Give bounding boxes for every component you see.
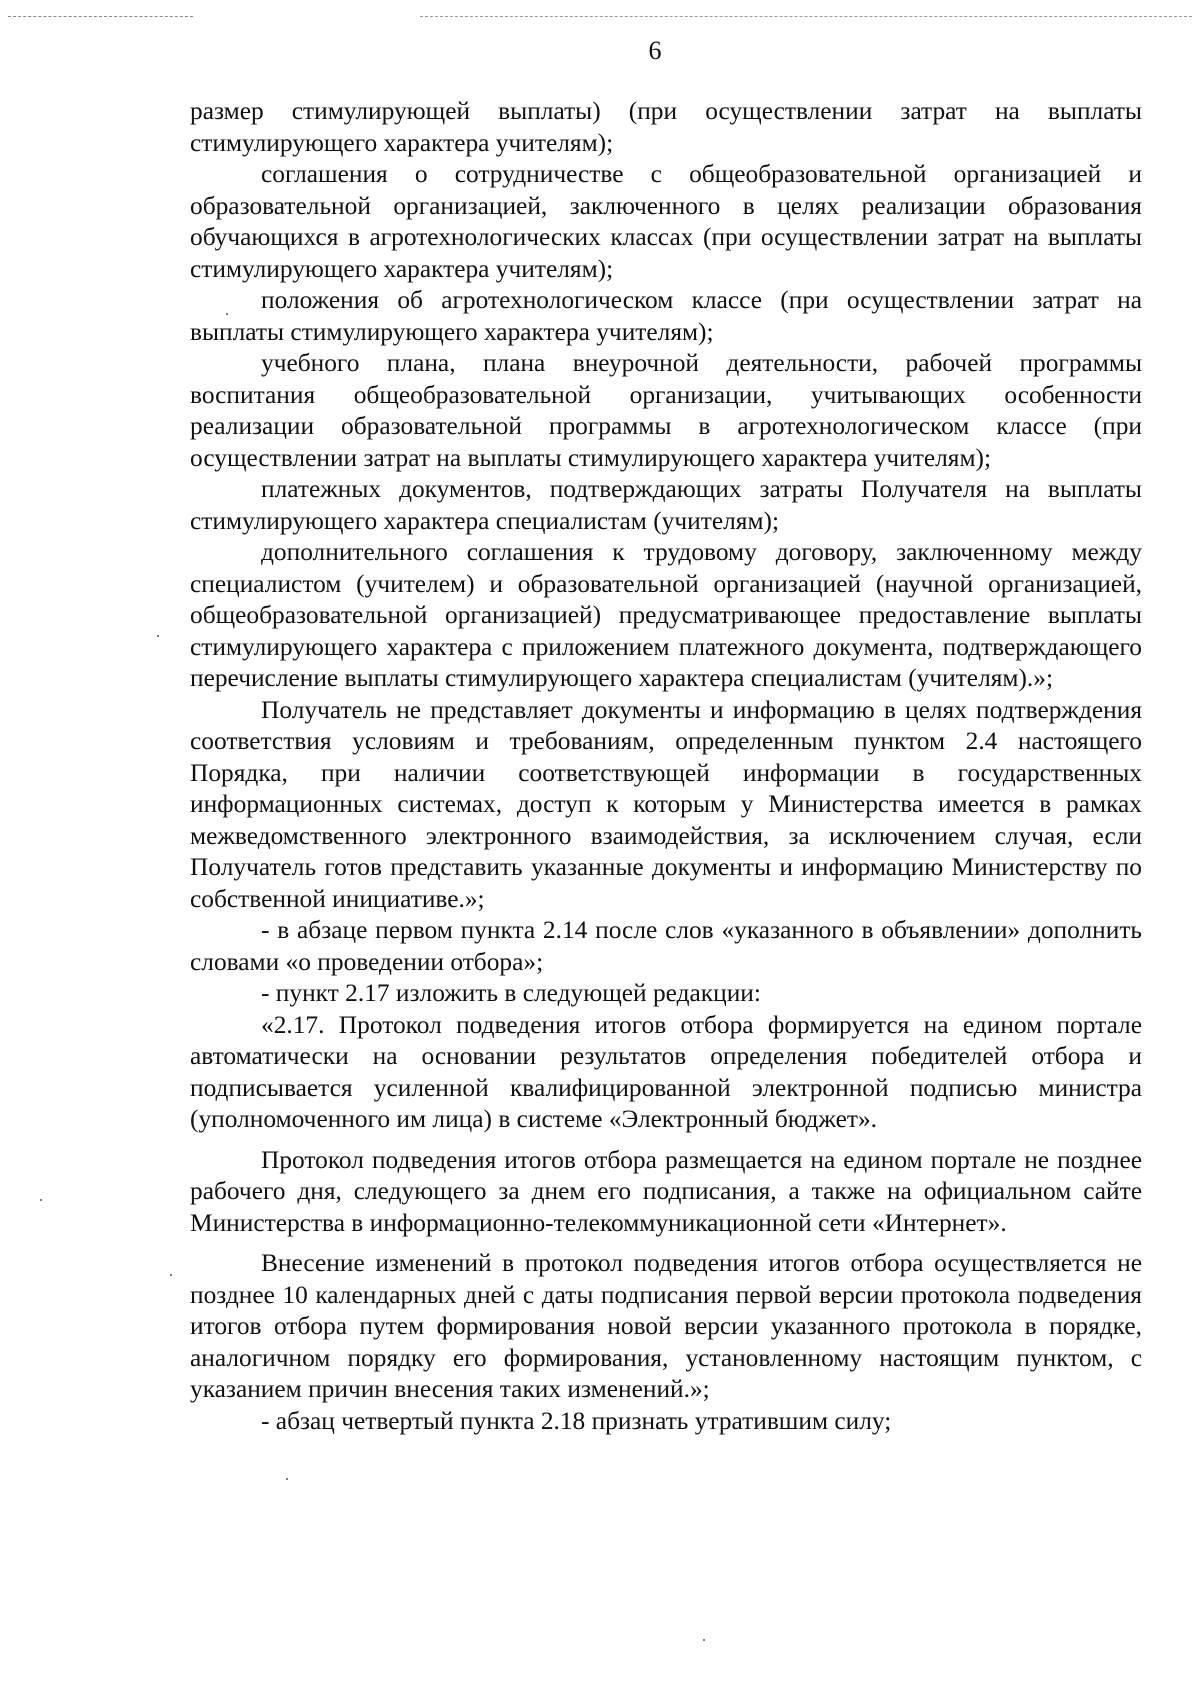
scan-speck [703, 1639, 705, 1641]
paragraph: размер стимулирующей выплаты) (при осуществлении затрат на выплаты стимулирующего характера учителям); [190, 97, 1142, 157]
page-number: 6 [648, 36, 662, 65]
paragraph: - в абзаце первом пункта 2.14 после слов «указанного в объявлении» дополнить словами «о проведении отбора»; [190, 916, 1142, 976]
paragraph: - абзац четвертый пункта 2.18 признать утратившим силу; [261, 1406, 892, 1435]
scan-artifact-line [420, 16, 1192, 17]
scan-speck [157, 635, 159, 637]
scan-artifact-line [8, 16, 193, 17]
paragraph: Протокол подведения итогов отбора размещается на едином портале не позднее рабочего дня, следующего за днем его подписания, а также на официальном сайте Министерства в информационно-телекоммуникационной сети «Интернет». [190, 1145, 1142, 1237]
document-body [190, 96, 1142, 1437]
paragraph: «2.17. Протокол подведения итогов отбора формируется на едином портале автоматически на основании результатов определения победителей отбора и подписывается усиленной квалифицированной электронной подписью министра (уполномоченного им лица) в системе «Электронный бюджет». [190, 1010, 1142, 1133]
paragraph: соглашения о сотрудничестве с общеобразовательной организацией и образовательной организацией, заключенного в целях реализации образования обучающихся в агротехнологических классах (при осуществлении затрат на выплаты стимулирующего характера учителям); [190, 160, 1142, 283]
paragraph: Получатель не представляет документы и информацию в целях подтверждения соответствия условиям и требованиям, определенным пунктом 2.4 настоящего Порядка, при наличии соответствующей информации в государственных информационных системах, доступ к которым у Министерства имеется в рамках межведомственного электронного взаимодействия, за исключением случая, если Получатель готов представить указанные документы и информацию Министерству по собственной инициативе.»; [190, 695, 1142, 913]
scan-speck [226, 313, 228, 315]
paragraph: - пункт 2.17 изложить в следующей редакции: [261, 979, 761, 1007]
paragraph: учебного плана, плана внеурочной деятельности, рабочей программы воспитания общеобразовательной организации, учитывающих особенности реализации образовательной программы в агротехнологическом классе (при осуществлении затрат на выплаты стимулирующего характера учителям); [190, 349, 1142, 472]
paragraph: платежных документов, подтверждающих затраты Получателя на выплаты стимулирующего характера специалистам (учителям); [190, 475, 1142, 535]
paragraph: дополнительного соглашения к трудовому договору, заключенному между специалистом (учителем) и образовательной организацией (научной организацией, общеобразовательной организацией) предусматривающее предоставление выплаты стимулирующего характера с приложением платежного документа, подтверждающего перечисление выплаты стимулирующего характера специалистам (учителям).»; [190, 538, 1142, 692]
paragraph: Внесение изменений в протокол подведения итогов отбора осуществляется не позднее 10 календарных дней с даты подписания первой версии протокола подведения итогов отбора путем формирования новой версии указанного протокола в порядке, аналогичном порядку его формирования, установленному настоящим пунктом, с указанием причин внесения таких изменений.»; [190, 1249, 1142, 1403]
scan-speck [40, 1199, 42, 1201]
paragraph: положения об агротехнологическом классе (при осуществлении затрат на выплаты стимулирующего характера учителям); [190, 286, 1142, 346]
scan-speck [170, 1274, 172, 1276]
scan-speck [286, 1478, 288, 1480]
